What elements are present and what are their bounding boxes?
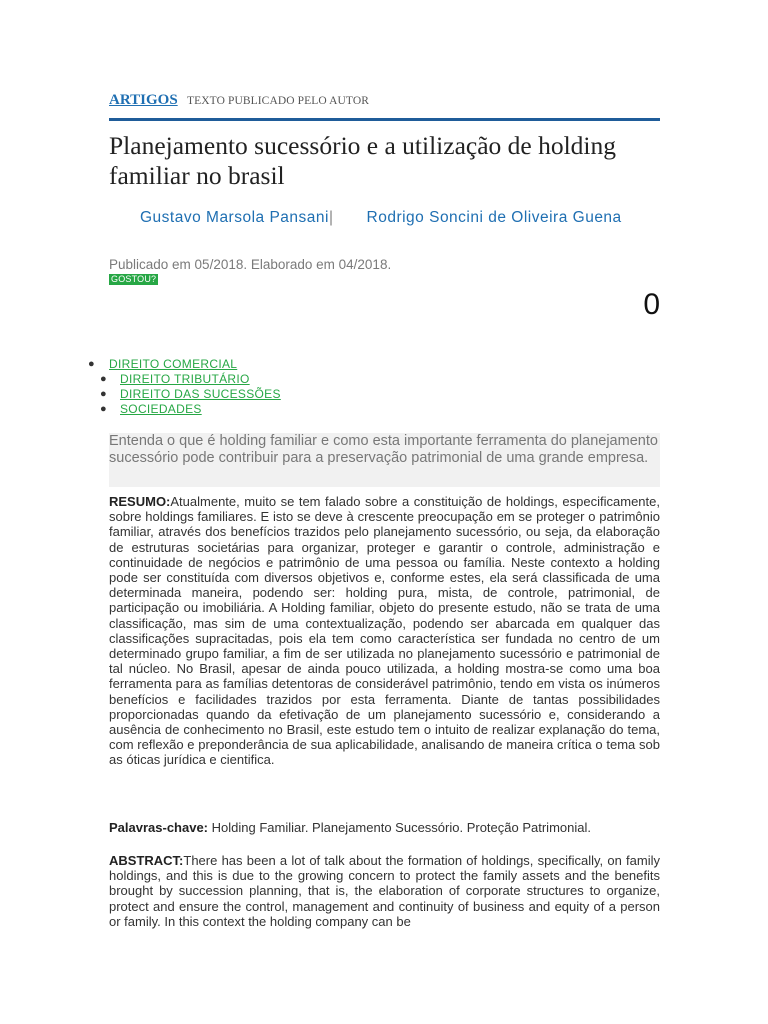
abstract-label: ABSTRACT: — [109, 853, 184, 868]
tag-list — [88, 357, 281, 417]
bullet-icon: ● — [88, 358, 95, 370]
article-title: Planejamento sucessório e a utilização de holding familiar no brasil — [109, 131, 617, 190]
bullet-icon: ● — [100, 403, 107, 415]
tag-link-direito-sucessoes[interactable]: DIREITO DAS SUCESSÕES — [120, 387, 281, 401]
like-button[interactable]: GOSTOU? — [111, 274, 157, 284]
tag-link-direito-tributario[interactable]: DIREITO TRIBUTÁRIO — [120, 372, 250, 386]
tag-item — [100, 402, 281, 417]
abstract-paragraph — [109, 853, 660, 929]
author-link-1[interactable]: Gustavo Marsola Pansani — [140, 209, 329, 226]
resumo-text: Atualmente, muito se tem falado sobre a constituição de holdings, especificamente, sobre holdings familiares. E isto se deve à crescente preocupação em se proteger o patrimônio familiar, através dos benefícios trazidos pelo planejamento sucessório, ou seja, da elaboração de estruturas societárias para organizar, proteger e garantir o controle, administração e continuidade de negócios e patrimônio de uma pessoa ou família. Neste contexto a holding pode ser constituída com diversos objetivos e, conforme estes, ela será classificada de uma determinada maneira, podendo ser: holding pura, mista, de controle, patrimonial, de participação ou imobiliária. A Holding familiar, objeto do presente estudo, não se trata de uma classificação, mas sim de uma contextualização, podendo ser abarcada em qualquer das classificações supracitadas, pois ela tem como característica ser fundada no centro de um determinado grupo familiar, a fim de ser utilizada no planejamento sucessório e patrimonial de tal núcleo. No Brasil, apesar de ainda pouco utilizada, a holding mostra-se como uma boa ferramenta para as famílias detentoras de considerável patrimônio, tendo em vista os inúmeros benefícios e facilidades trazidos por esta ferramenta. Diante de tantas possibilidades proporcionadas quando da efetivação de um planejamento sucessório e, considerando a ausência de conhecimento no Brasil, este estudo tem o intuito de realizar explanação do tema, com reflexão e preponderância de sua aplicabilidade, analisando de maneira crítica o tema sob as óticas jurídica e cientifica. — [109, 494, 660, 768]
bullet-icon: ● — [100, 373, 107, 385]
resumo-label: RESUMO: — [109, 494, 171, 509]
abstract-text: There has been a lot of talk about the formation of holdings, specifically, on family holdings, and this is due to the growing concern to protect the family assets and the benefits brought by succession planning, that is, the elaboration of corporate structures to organize, protect and ensure the control, management and continuity of business and equity of a person or family. In this context the holding company can be — [109, 853, 660, 929]
publication-date: Publicado em 05/2018. Elaborado em 04/2018. — [109, 257, 392, 272]
bullet-icon: ● — [100, 388, 107, 400]
category-bar — [109, 92, 660, 121]
author-list — [109, 208, 660, 227]
tag-item — [100, 372, 281, 387]
article-lead: Entenda o que é holding familiar e como esta importante ferramenta do planejamento sucessório pode contribuir para a preservação patrimonial de uma grande empresa. — [109, 433, 660, 487]
category-link[interactable]: ARTIGOS — [109, 92, 178, 108]
like-count: 0 — [643, 288, 660, 321]
tag-link-sociedades[interactable]: SOCIEDADES — [120, 402, 202, 416]
keywords-paragraph — [109, 820, 660, 835]
author-link-2[interactable]: Rodrigo Soncini de Oliveira Guena — [366, 209, 622, 226]
category-subtitle: TEXTO PUBLICADO PELO AUTOR — [187, 95, 370, 107]
tag-link-direito-comercial[interactable]: DIREITO COMERCIAL — [109, 357, 238, 371]
keywords-text: Holding Familiar. Planejamento Sucessório. Proteção Patrimonial. — [208, 820, 591, 835]
resumo-paragraph — [109, 494, 660, 768]
tag-item — [100, 387, 281, 402]
tag-item — [88, 357, 281, 372]
keywords-label: Palavras-chave: — [109, 820, 209, 835]
author-separator: | — [328, 209, 334, 226]
